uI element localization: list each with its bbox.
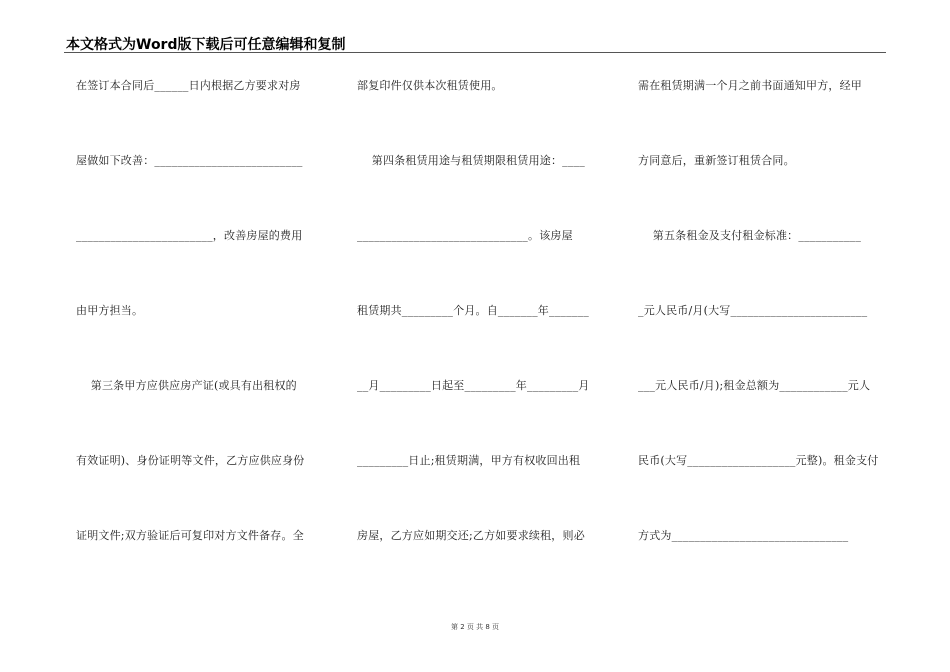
column-2-line-7: 房屋，乙方应如期交还;乙方如要求续租，则必: [357, 529, 585, 542]
column-1-line-4: 由甲方担当。: [76, 304, 144, 317]
column-3-line-7: 方式为_______________________________: [638, 529, 849, 542]
text-column-3: [638, 78, 888, 598]
column-1-line-5: 第三条甲方应供应房产证(或具有出租权的: [76, 379, 297, 392]
column-2-line-6: _________日止;租赁期满，甲方有权收回出租: [357, 454, 581, 467]
document-header-title: 本文格式为Word版下载后可任意编辑和复制: [66, 37, 346, 53]
column-1-line-7: 证明文件;双方验证后可复印对方文件备存。全: [76, 529, 304, 542]
column-3-line-4: _元人民币/月(大写________________________: [638, 304, 868, 317]
column-2-line-4: 租赁期共_________个月。自_______年_______: [357, 304, 589, 317]
column-3-line-2: 方同意后，重新签订租赁合同。: [638, 154, 795, 167]
column-2-line-5: __月_________日起至_________年_________月: [357, 379, 590, 392]
text-column-2: [357, 78, 607, 598]
column-1-line-1: 在签订本合同后______日内根据乙方要求对房: [76, 79, 301, 92]
column-1-line-2: 屋做如下改善：__________________________: [76, 154, 303, 167]
column-2-line-1: 部复印件仅供本次租赁使用。: [357, 79, 503, 92]
page-number-footer: 第 2 页 共 8 页: [450, 623, 500, 631]
column-3-line-6: 民币(大写___________________元整)。租金支付: [638, 454, 879, 467]
column-3-line-3: 第五条租金及支付租金标准：___________: [638, 229, 862, 242]
text-column-1: [76, 78, 326, 598]
header-divider: [64, 52, 886, 53]
column-1-line-6: 有效证明)、身份证明等文件，乙方应供应身份: [76, 454, 305, 467]
column-2-line-3: ______________________________。该房屋: [357, 229, 573, 242]
column-3-line-1: 需在租赁期满一个月之前书面通知甲方，经甲: [638, 79, 862, 92]
column-1-line-3: ________________________，改善房屋的费用: [76, 229, 303, 242]
column-2-line-2: 第四条租赁用途与租赁期限租赁用途：____: [357, 154, 585, 167]
column-3-line-5: ___元人民币/月);租金总额为____________元人: [638, 379, 871, 392]
